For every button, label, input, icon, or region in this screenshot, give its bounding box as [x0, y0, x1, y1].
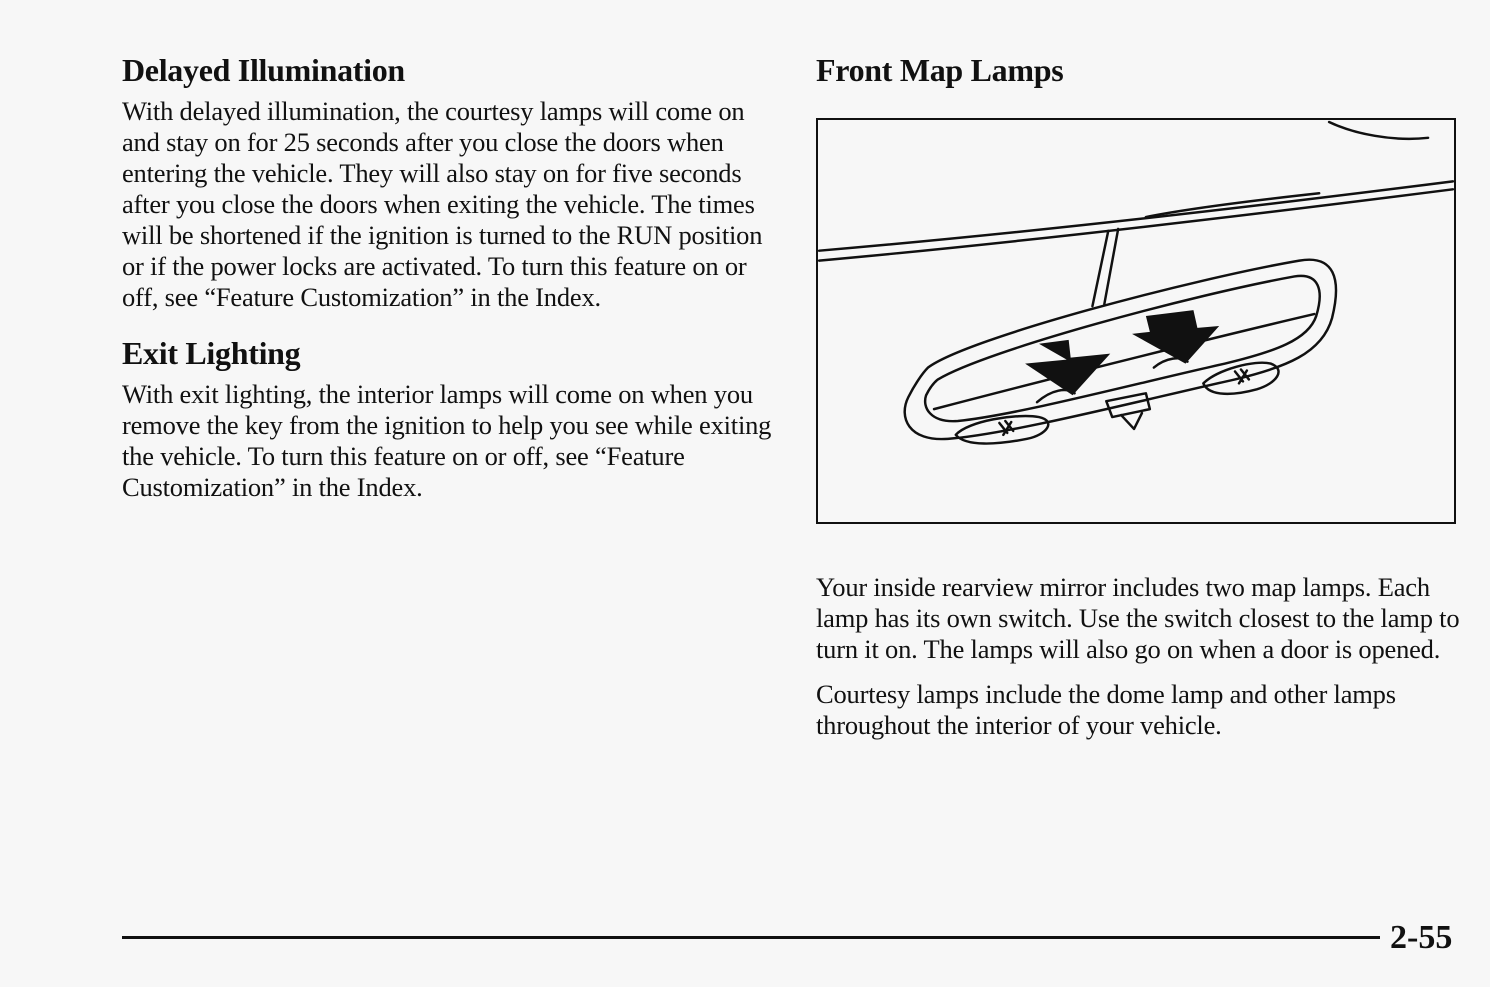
rearview-mirror-illustration — [816, 118, 1456, 524]
right-column-body — [816, 572, 1461, 755]
mirror-line-drawing — [818, 120, 1454, 522]
map-lamps-paragraph: Your inside rearview mirror includes two map lamps. Each lamp has its own switch. Use the switch closest to the lamp to turn it on. The lamps will also go on when a door is opened. — [816, 572, 1460, 664]
left-column — [122, 50, 772, 517]
page-number: 2-55 — [1390, 919, 1453, 956]
right-column-header — [816, 50, 1458, 96]
delayed-illumination-body: With delayed illumination, the courtesy lamps will come on and stay on for 25 seconds after you close the doors when entering the vehicle. They will also stay on for five seconds after you close the doors when exiting the vehicle. The times will be shortened if the ignition is turned to the RUN position or if the power locks are activated. To turn this feature on or off, see “Feature Customization” in the Index. — [122, 96, 763, 312]
courtesy-lamps-paragraph: Courtesy lamps include the dome lamp and other lamps throughout the interior of your vehicle. — [816, 679, 1396, 740]
footer-rule — [122, 936, 1380, 939]
exit-lighting-body: With exit lighting, the interior lamps will come on when you remove the key from the ignition to help you see while exiting the vehicle. To turn this feature on or off, see “Feature Customization” in the Index. — [122, 379, 772, 502]
delayed-illumination-heading: Delayed Illumination — [122, 52, 405, 88]
front-map-lamps-heading: Front Map Lamps — [816, 52, 1064, 88]
exit-lighting-heading: Exit Lighting — [122, 335, 301, 371]
